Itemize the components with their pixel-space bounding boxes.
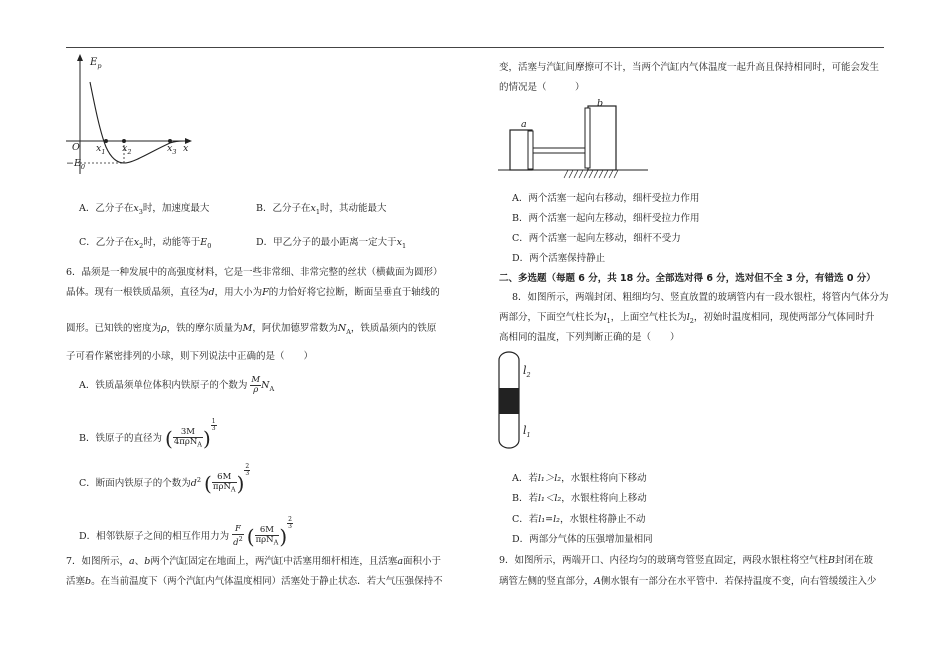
tube-label-l2: $l_2$ xyxy=(523,364,531,380)
q6-line-3: 圆形。已知铁的密度为ρ，铁的摩尔质量为M，阿伏加德罗常数为$N_A$，铁质晶须内的铁原 xyxy=(66,323,437,336)
q7-line-4: 的情况是（ ） xyxy=(499,82,585,93)
q8-option-d: D．两部分气体的压强增加量相同 xyxy=(512,534,653,545)
q5-option-d: D．甲乙分子的最小距离一定大于$x_1$ xyxy=(256,237,407,250)
q8-option-c: C．若l₁=l₂，水银柱将静止不动 xyxy=(512,514,646,525)
graph-x1-label: $x_1$ xyxy=(96,143,106,156)
q6-option-b: B．铁原子的直径为 ( $\frac{3M}{4\pi\rho N_A}$ ) $^{\frac{1}{3}}$ xyxy=(79,417,216,451)
fig-label-a: a xyxy=(521,119,527,130)
q5-option-b: B．乙分子在$x_1$时，其动能最大 xyxy=(256,203,387,216)
q8-line-3: 高相同的温度，下列判断正确的是（ ） xyxy=(499,332,680,343)
q6-line-1: 6．晶须是一种发展中的高强度材料，它是一些非常细、非常完整的丝状（横截面为圆形） xyxy=(66,267,443,278)
q5-option-c: C．乙分子在$x_2$时，动能等于$E_0$ xyxy=(79,237,212,250)
graph-x-axis-label: x xyxy=(183,143,189,154)
q7-option-a: A．两个活塞一起向右移动，细杆受拉力作用 xyxy=(512,193,700,204)
tube-figure xyxy=(495,350,525,452)
q5-option-a: A．乙分子在$x_3$时，加速度最大 xyxy=(79,203,210,216)
graph-y-label: $E_p$ xyxy=(90,57,102,70)
q8-line-1: 8．如图所示，两端封闭、粗细均匀、竖直放置的玻璃管内有一段水银柱，将管内气体分为 xyxy=(512,292,889,303)
q7-option-d: D．两个活塞保持静止 xyxy=(512,253,606,264)
cylinders-figure xyxy=(498,100,648,188)
q6-option-c: C．断面内铁原子的个数为$d^2$ ( $\frac{6M}{\pi\rho N_A}$ ) $^{\frac{2}{3}}$ xyxy=(79,462,250,496)
q8-line-2: 两部分，下面空气柱长为$l_1$，上面空气柱长为$l_2$，初始时温度相同，现使两部分气体同时升 xyxy=(499,312,875,325)
q6-option-d: D．相邻铁原子之间的相互作用力为 $\frac{F}{d^2}$ ( $\frac{6M}{\pi\rho N_A}$ ) $^{\frac{2}{3}}$ xyxy=(79,515,292,549)
q6-line-4: 子可看作紧密排列的小球，则下列说法中正确的是（ ） xyxy=(66,351,314,362)
q7-option-b: B．两个活塞一起向左移动，细杆受拉力作用 xyxy=(512,213,700,224)
q6-option-a: A．铁质晶须单位体积内铁原子的个数为 $\frac{M}{\rho}$ $N_A$ xyxy=(79,375,275,395)
graph-origin-label: O xyxy=(72,142,80,153)
q7-line-3: 变，活塞与汽缸间摩擦可不计，当两个汽缸内气体温度一起升高且保持相同时，可能会发生 xyxy=(499,62,880,73)
q8-option-b: B．若l₁＜l₂，水银柱将向上移动 xyxy=(512,493,647,504)
fig-label-b: b xyxy=(597,98,604,109)
q7-option-c: C．两个活塞一起向左移动，细杆不受力 xyxy=(512,233,681,244)
header-rule xyxy=(66,47,884,48)
graph-e0-label: $-E_0$ xyxy=(66,158,86,171)
q9-line-2: 璃管左侧的竖直部分，A侧水银有一部分在水平管中．若保持温度不变，向右管缓缓注入少 xyxy=(499,576,877,587)
q7-line-1: 7．如图所示，a、b两个汽缸固定在地面上，两汽缸中活塞用细杆相连，且活塞a面积小于 xyxy=(66,556,442,567)
graph-x2-label: $x_2$ xyxy=(122,143,132,156)
q8-option-a: A．若l₁＞l₂，水银柱将向下移动 xyxy=(512,473,647,484)
section-2-title: 二、多选题（每题 6 分，共 18 分。全部选对得 6 分，选对但不全 3 分，有错选 0 分） xyxy=(499,273,876,284)
graph-x3-label: $x_3$ xyxy=(167,143,177,156)
q6-line-2: 晶体。现有一根铁质晶须，直径为d，用大小为F的力恰好将它拉断，断面呈垂直于轴线的 xyxy=(66,287,440,298)
q7-line-2: 活塞b。在当前温度下（两个汽缸内气体温度相同）活塞处于静止状态．若大气压强保持不 xyxy=(66,576,443,587)
q9-line-1: 9．如图所示，两端开口、内径均匀的玻璃弯管竖直固定，两段水银柱将空气柱B封闭在玻 xyxy=(499,555,874,566)
tube-label-l1: $l_1$ xyxy=(523,424,531,440)
